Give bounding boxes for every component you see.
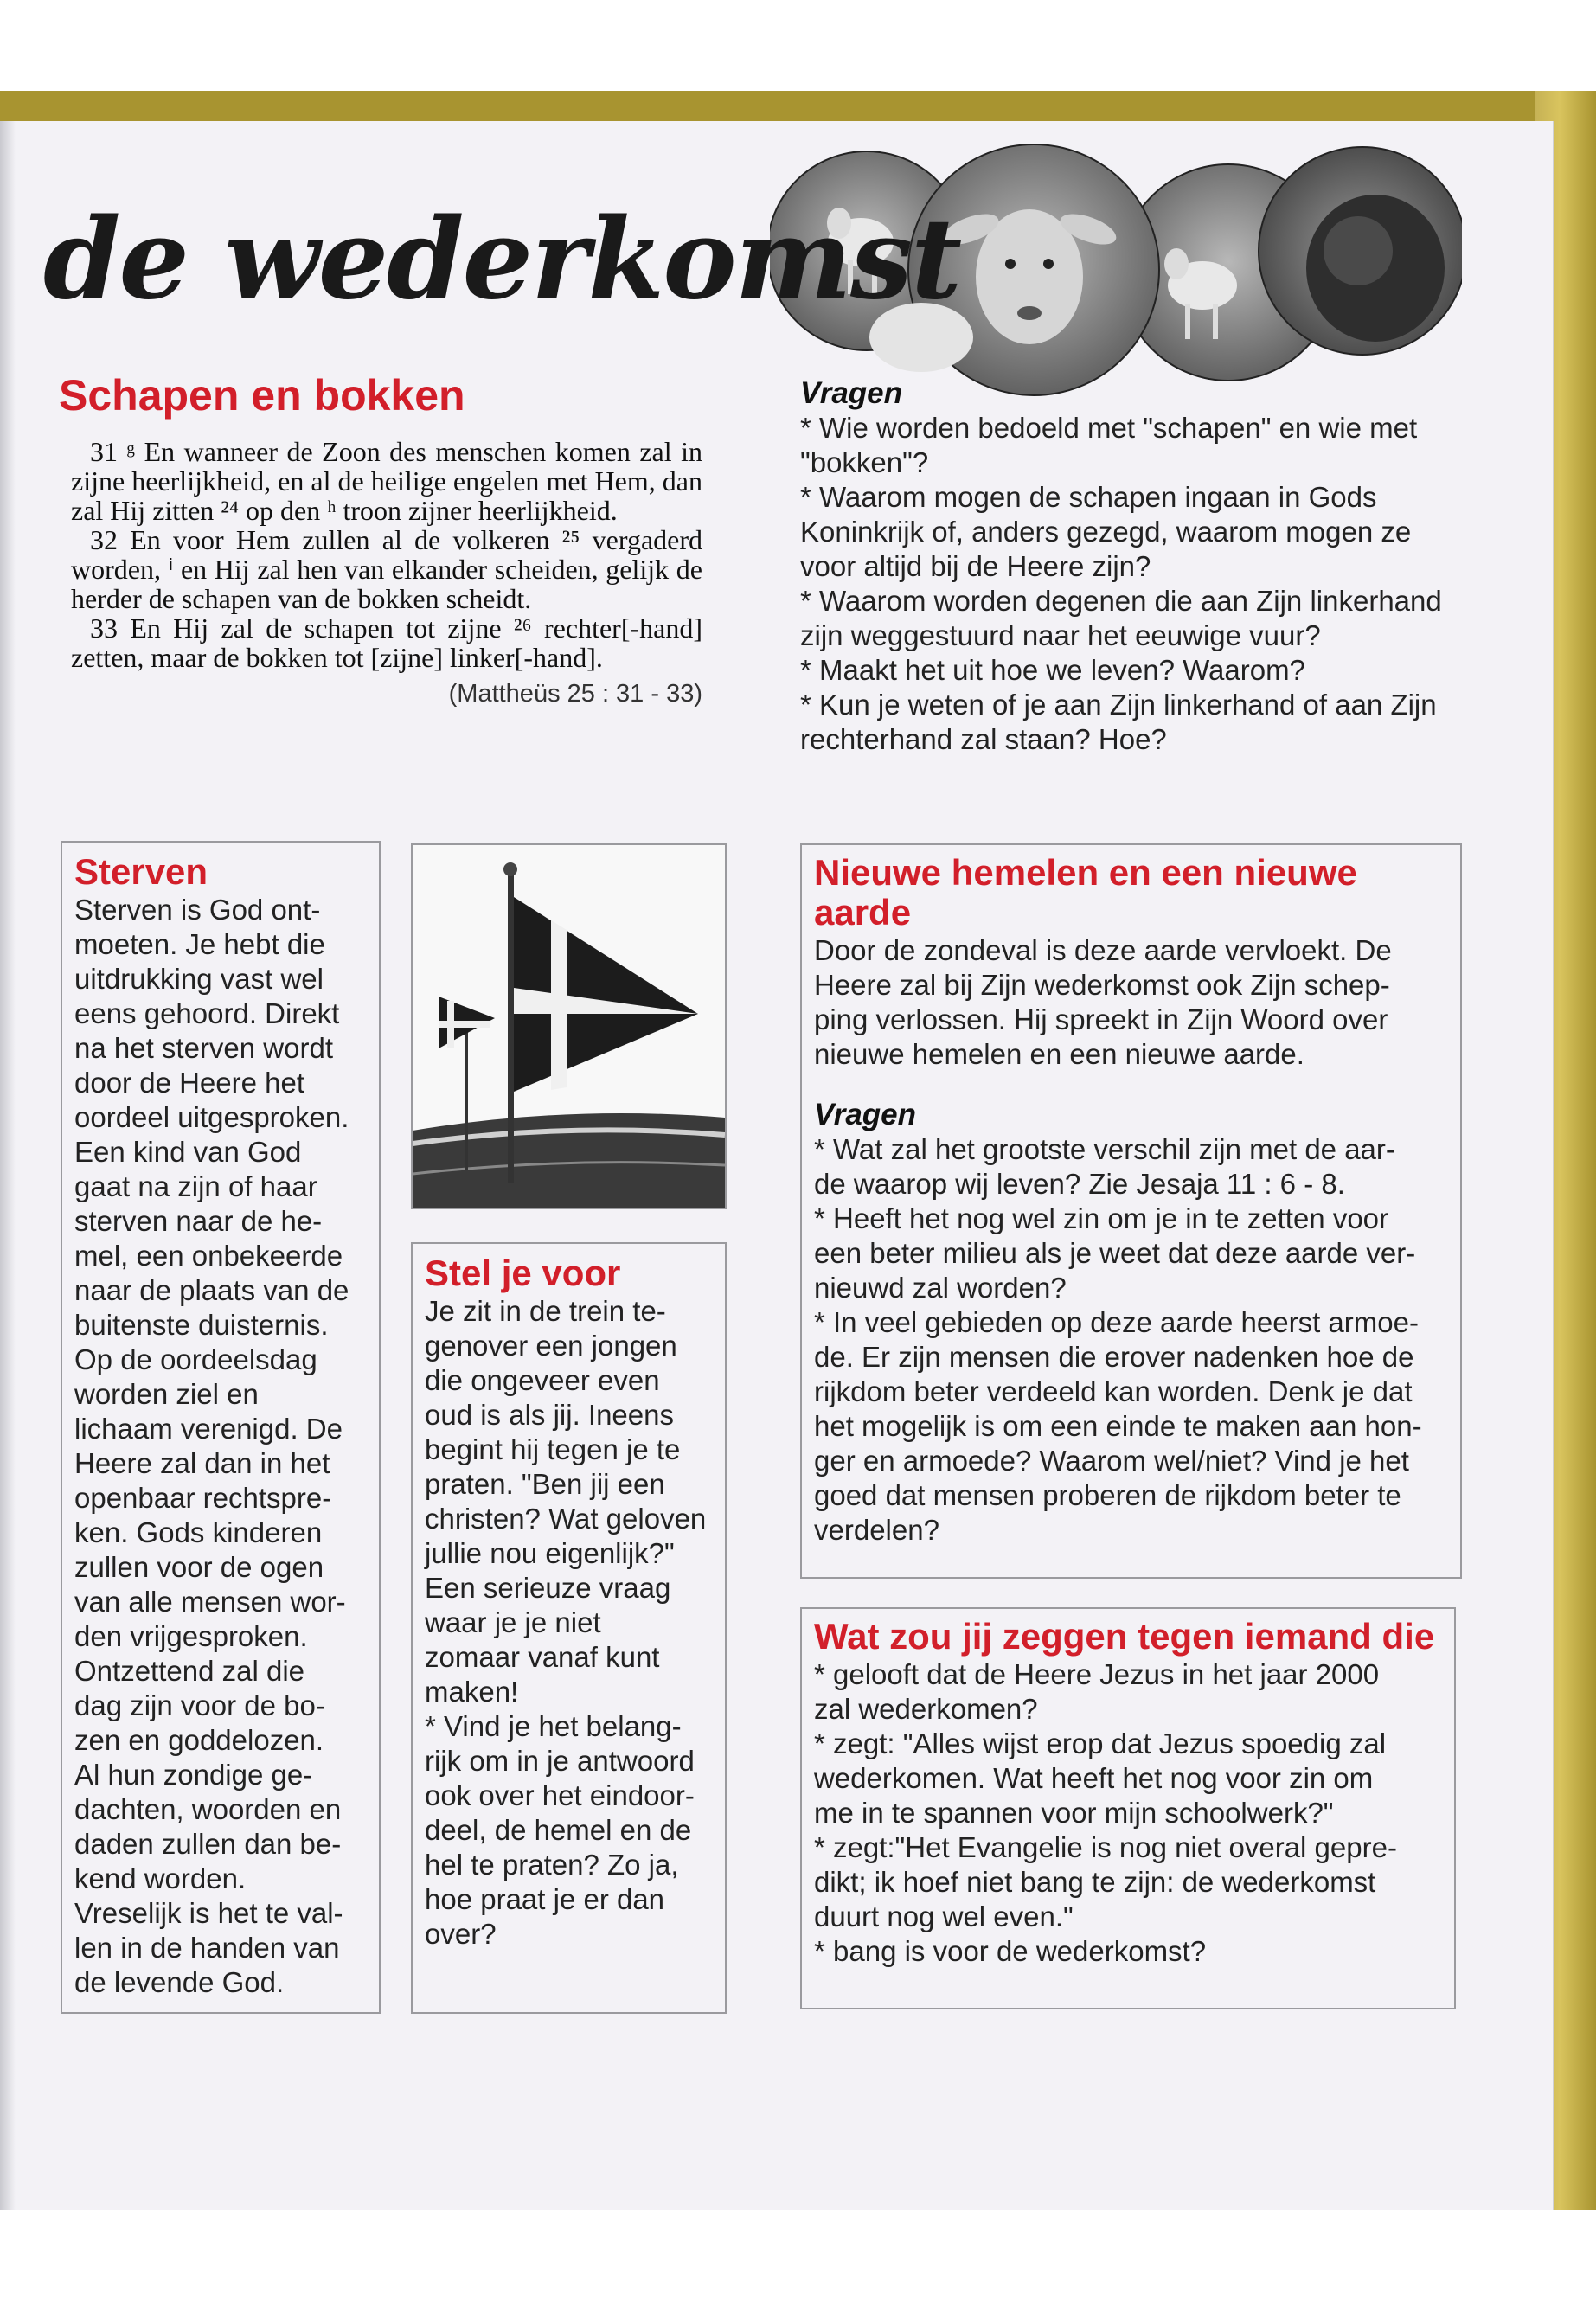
text-line: ping verlossen. Hij spreekt in Zijn Woord over — [814, 1003, 1388, 1035]
scripture-reference: (Mattheüs 25 : 31 - 33) — [448, 680, 702, 708]
text-line: kend worden. — [74, 1862, 247, 1894]
question-item: * Waarom worden degenen die aan Zijn linkerhand zijn weggestuurd naar het eeuwige vuur? — [800, 585, 1442, 651]
page-gutter-shadow — [0, 121, 16, 2210]
text-line: genover een jongen — [425, 1330, 677, 1362]
question-item: * Waarom mogen de schapen ingaan in Gods Koninkrijk of, anders gezegd, waarom mogen ze voor altijd bij de Heere zijn? — [800, 481, 1412, 582]
text-line: nieuwe hemelen en een nieuwe aarde. — [814, 1038, 1304, 1070]
text-line: uitdrukking vast wel — [74, 963, 324, 995]
text-line: * bang is voor de wederkomst? — [814, 1935, 1207, 1967]
chapter-title: de wederkomst — [43, 195, 961, 324]
questions-heading-nieuw: Vragen — [814, 1098, 917, 1131]
text-line: * zegt:"Het Evangelie is nog niet overal gepre- — [814, 1831, 1397, 1863]
text-line: gaat na zijn of haar — [74, 1170, 317, 1202]
text-line: sterven naar de he- — [74, 1205, 323, 1237]
text-line: me in te spannen voor mijn schoolwerk?" — [814, 1797, 1334, 1829]
text-line: Een serieuze vraag — [425, 1572, 671, 1604]
question-line: het mogelijk is om een einde te maken aan hon- — [814, 1410, 1422, 1442]
question-line: de. Er zijn mensen die erover nadenken hoe de — [814, 1341, 1414, 1373]
question-line: * Heeft het nog wel zin om je in te zetten voor — [814, 1202, 1389, 1234]
text-line: wederkomen. Wat heeft het nog voor zin om — [814, 1762, 1374, 1794]
text-line: Op de oordeelsdag — [74, 1343, 317, 1375]
section-title-schapen: Schapen en bokken — [59, 371, 465, 420]
question-item: * Maakt het uit hoe we leven? Waarom? — [800, 654, 1305, 686]
box-title-stel-je-voor: Stel je voor — [425, 1253, 621, 1293]
box-wat-zou-jij — [800, 1607, 1456, 2009]
scripture-verse-31: 31 ᵍ En wanneer de Zoon des menschen komen zal in zijne heerlijkheid, en al de heilige engelen met Hem, dan zal Hij zitten ²⁴ op den ʰ troon zijner heerlijkheid. — [71, 436, 702, 526]
text-line: oud is als jij. Ineens — [425, 1399, 674, 1431]
text-line: * zegt: "Alles wijst erop dat Jezus spoedig zal — [814, 1727, 1387, 1759]
text-line: zullen voor de ogen — [74, 1551, 324, 1583]
text-line: hel te praten? Zo ja, — [425, 1849, 679, 1881]
questions-heading: Vragen — [800, 376, 903, 410]
box-body-wat-zou-jij — [814, 1657, 1442, 1969]
text-line: len in de handen van — [74, 1932, 340, 1964]
text-line: van alle mensen wor- — [74, 1586, 346, 1618]
question-line: de waarop wij leven? Zie Jesaja 11 : 6 - 8. — [814, 1168, 1345, 1200]
box-body-sterven — [74, 893, 367, 2000]
text-line: Sterven is God ont- — [74, 894, 321, 926]
box-body-stel-je-voor — [425, 1294, 713, 1952]
text-line: Heere zal bij Zijn wederkomst ook Zijn schep- — [814, 969, 1390, 1001]
text-line: lichaam verenigd. De — [74, 1413, 343, 1445]
text-line: de levende God. — [74, 1966, 285, 1998]
text-line: Een kind van God — [74, 1136, 302, 1168]
text-line: zomaar vanaf kunt — [425, 1641, 660, 1673]
scripture-quote — [71, 437, 702, 708]
text-line: Al hun zondige ge- — [74, 1759, 313, 1791]
box-nieuwe-hemelen — [800, 843, 1462, 1579]
book-cover-top-edge — [0, 91, 1596, 124]
box-title-nieuwe-hemelen-2: aarde — [814, 892, 912, 933]
scripture-verse-32: 32 En voor Hem zullen al de volkeren ²⁵ vergaderd worden, ⁱ en Hij zal hen van elkander scheiden, gelijk de herder de schapen van de bokken scheidt. — [71, 524, 702, 614]
question-line: verdelen? — [814, 1514, 939, 1546]
text-line: zen en goddelozen. — [74, 1724, 324, 1756]
flag-photo — [411, 843, 727, 1209]
box-title-sterven: Sterven — [74, 851, 208, 892]
text-line: naar de plaats van de — [74, 1274, 349, 1306]
question-line: goed dat mensen proberen de rijkdom beter te — [814, 1479, 1401, 1511]
text-line: jullie nou eigenlijk?" — [425, 1537, 675, 1569]
text-line: christen? Wat geloven — [425, 1503, 707, 1535]
question-line: * In veel gebieden op deze aarde heerst armoe- — [814, 1306, 1419, 1338]
text-line: daden zullen dan be- — [74, 1828, 342, 1860]
text-line: Je zit in de trein te- — [425, 1295, 666, 1327]
question-line: nieuwd zal worden? — [814, 1272, 1067, 1304]
box-title-wat-zou-jij: Wat zou jij zeggen tegen iemand die — [814, 1616, 1435, 1657]
text-line: oordeel uitgesproken. — [74, 1101, 349, 1133]
question-item: * Kun je weten of je aan Zijn linkerhand of aan Zijn rechterhand zal staan? Hoe? — [800, 689, 1437, 755]
text-line: over? — [425, 1918, 497, 1950]
text-line: den vrijgesproken. — [74, 1620, 308, 1652]
text-line: Heere zal dan in het — [74, 1447, 330, 1479]
text-line: worden ziel en — [74, 1378, 259, 1410]
text-line: Door de zondeval is deze aarde vervloekt. De — [814, 934, 1392, 966]
question-line: rijkdom beter verdeeld kan worden. Denk je dat — [814, 1375, 1413, 1407]
questions-top — [800, 376, 1462, 757]
text-line: door de Heere het — [74, 1067, 305, 1099]
text-line: hoe praat je er dan — [425, 1883, 665, 1915]
text-line: ook over het eindoor- — [425, 1779, 695, 1811]
scripture-verse-33: 33 En Hij zal de schapen tot zijne ²⁶ rechter[-hand] zetten, maar de bokken tot [zijne] linker[-hand]. — [71, 612, 702, 673]
text-line: Vreselijk is het te val- — [74, 1897, 343, 1929]
text-line: begint hij tegen je te — [425, 1433, 681, 1465]
box-questions-nieuwe-hemelen — [814, 1132, 1448, 1548]
text-line: dikt; ik hoef niet bang te zijn: de wederkomst — [814, 1866, 1376, 1898]
question-line: ger en armoede? Waarom wel/niet? Vind je het — [814, 1445, 1409, 1477]
text-line: rijk om in je antwoord — [425, 1745, 695, 1777]
text-line: zal wederkomen? — [814, 1693, 1038, 1725]
text-line: eens gehoord. Direkt — [74, 997, 340, 1029]
text-line: moeten. Je hebt die — [74, 928, 325, 960]
text-line: na het sterven wordt — [74, 1032, 333, 1064]
box-sterven — [61, 841, 381, 2014]
text-line: mel, een onbekeerde — [74, 1240, 343, 1272]
text-line: die ongeveer even — [425, 1364, 660, 1396]
text-line: buitenste duisternis. — [74, 1309, 329, 1341]
text-line: openbaar rechtspre- — [74, 1482, 332, 1514]
text-line: duurt nog wel even." — [814, 1900, 1074, 1932]
box-title-nieuwe-hemelen-1: Nieuwe hemelen en een nieuwe — [814, 852, 1357, 893]
text-line: maken! — [425, 1676, 519, 1708]
box-stel-je-voor — [411, 1242, 727, 2014]
text-line: * Vind je het belang- — [425, 1710, 682, 1742]
text-line: Ontzettend zal die — [74, 1655, 304, 1687]
text-line: deel, de hemel en de — [425, 1814, 692, 1846]
text-line: ken. Gods kinderen — [74, 1516, 323, 1548]
text-line: * gelooft dat de Heere Jezus in het jaar 2000 — [814, 1658, 1380, 1690]
flag-illustration — [413, 845, 725, 1208]
box-intro-nieuwe-hemelen — [814, 933, 1448, 1072]
question-line: * Wat zal het grootste verschil zijn met de aar- — [814, 1133, 1395, 1165]
text-line: dachten, woorden en — [74, 1793, 342, 1825]
question-item: * Wie worden bedoeld met "schapen" en wie met "bokken"? — [800, 412, 1418, 478]
text-line: dag zijn voor de bo- — [74, 1689, 325, 1721]
question-line: een beter milieu als je weet dat deze aarde ver- — [814, 1237, 1416, 1269]
text-line: waar je je niet — [425, 1606, 601, 1638]
text-line: praten. "Ben jij een — [425, 1468, 665, 1500]
